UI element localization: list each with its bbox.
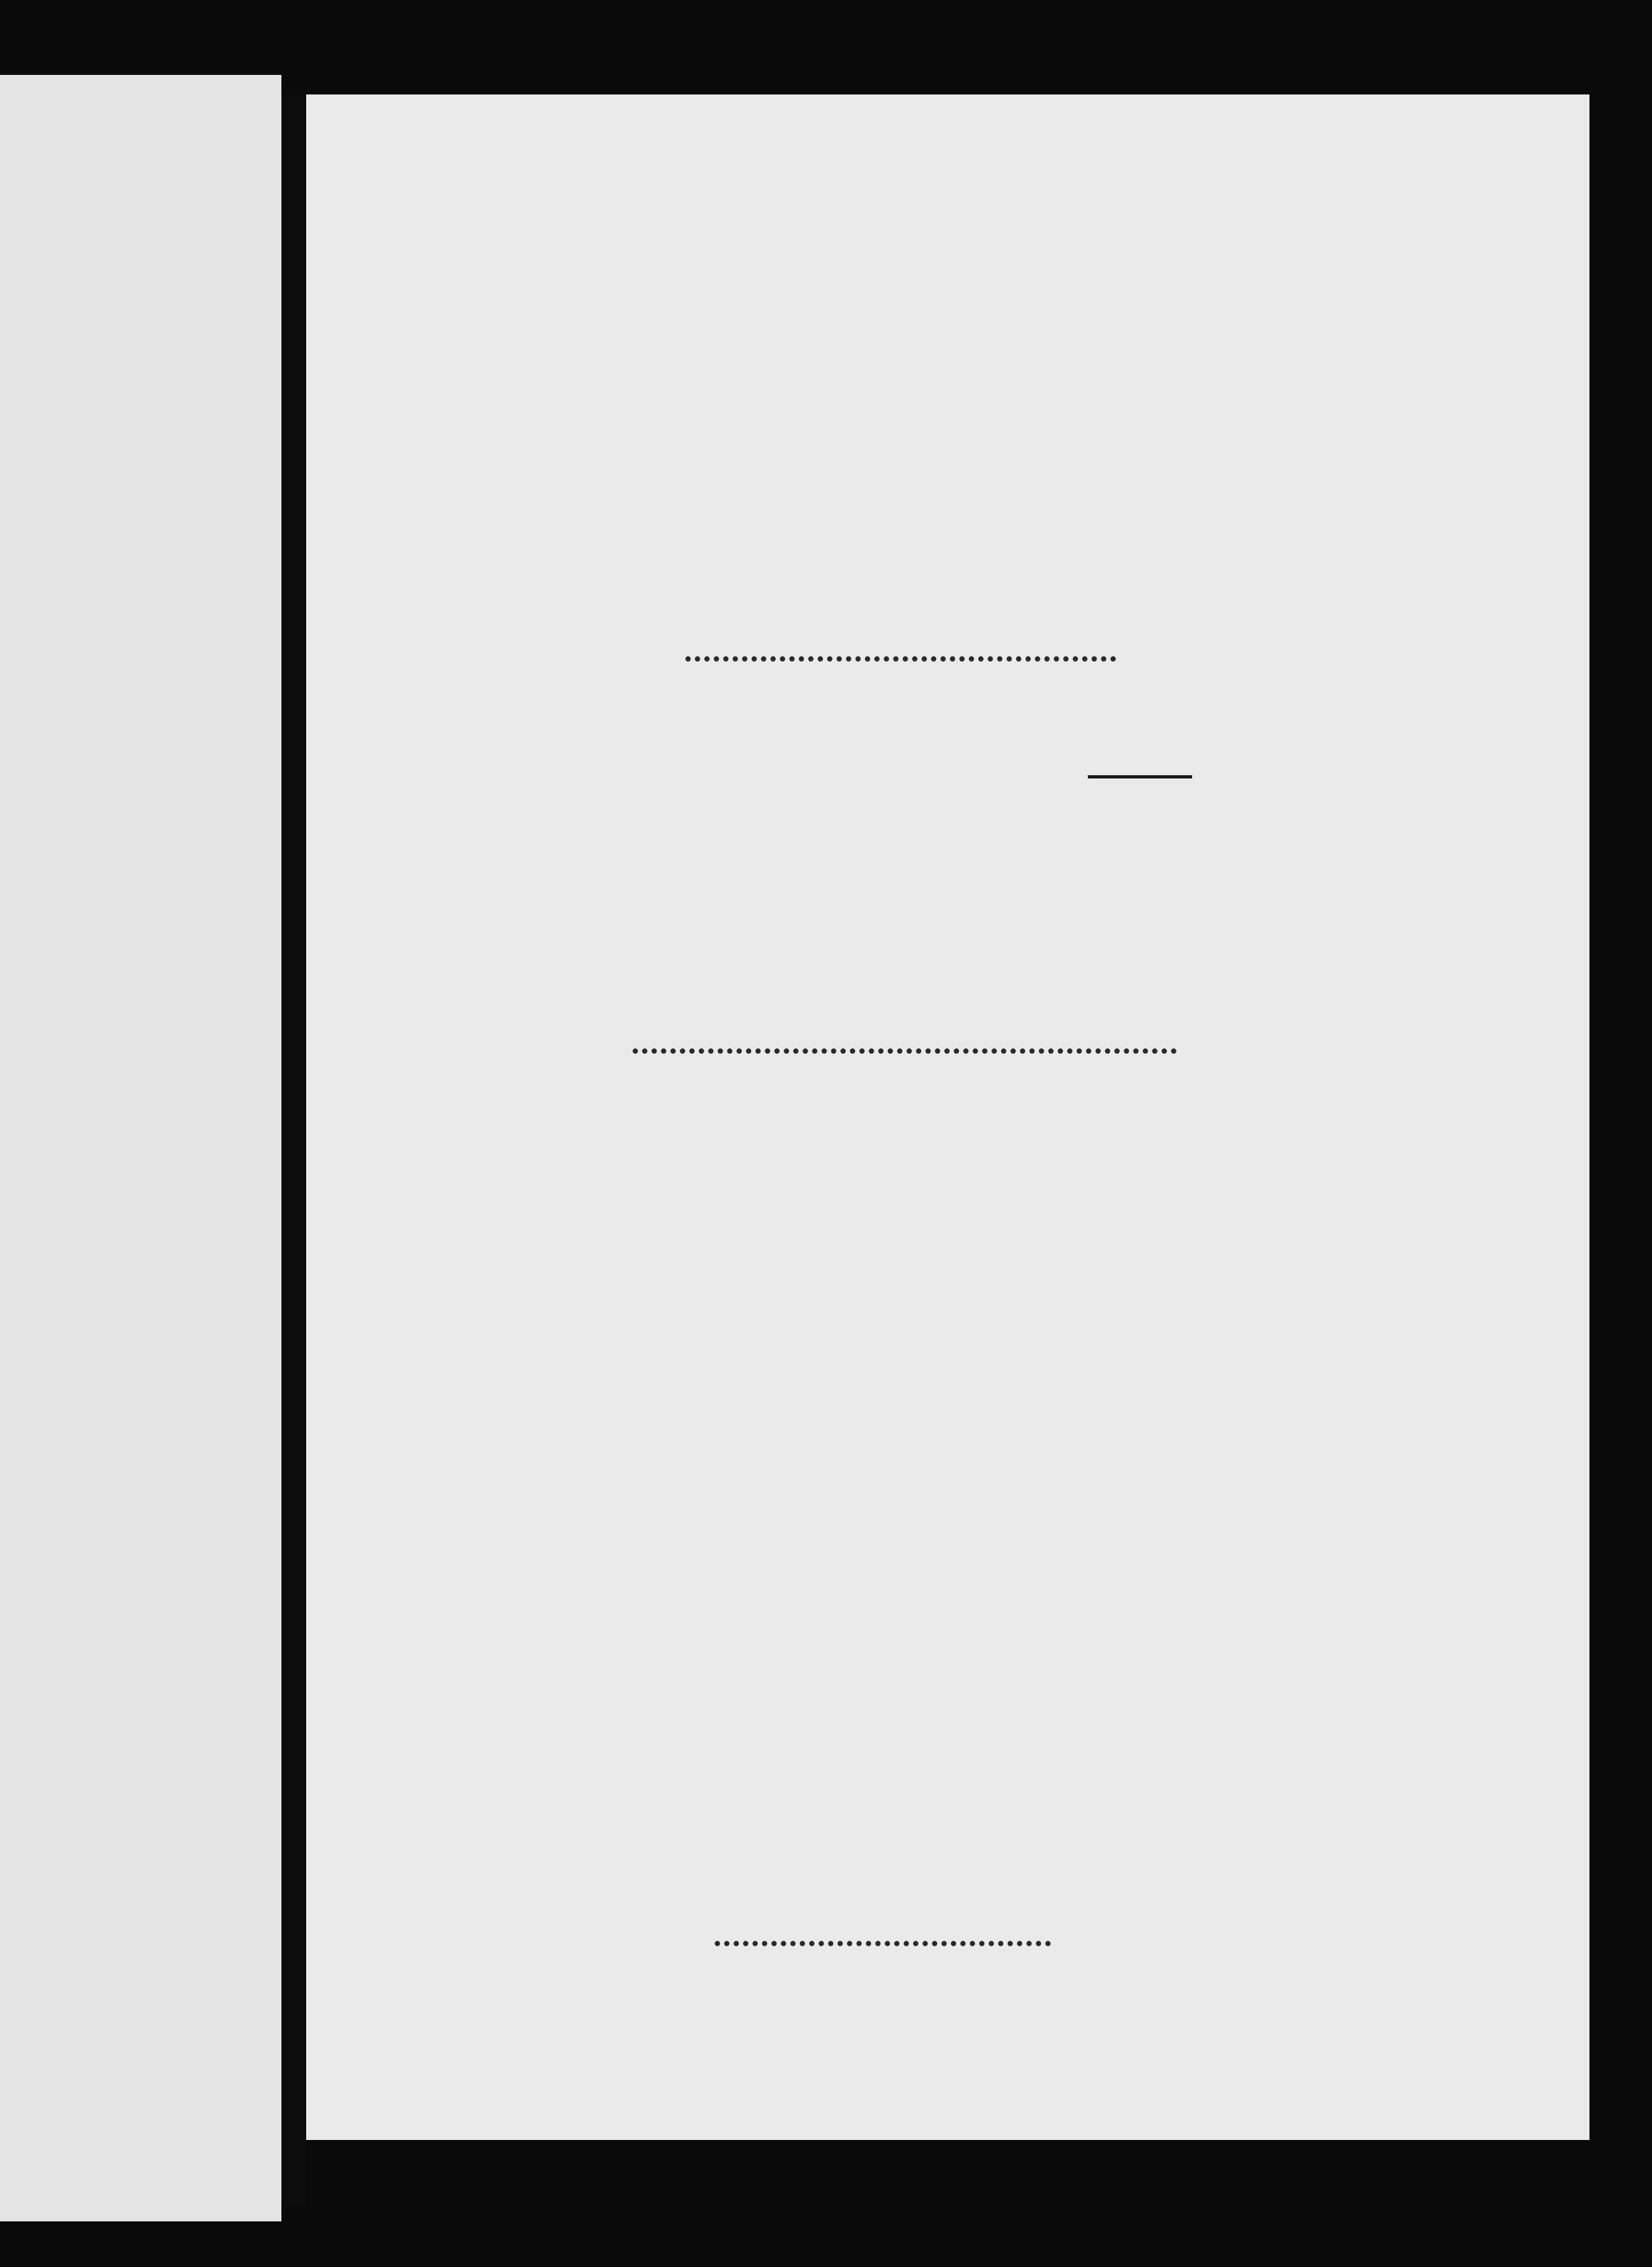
row-82-amounts: ....................................: [713, 1918, 1053, 1951]
left-page-fragment: [0, 75, 281, 2221]
document-page: [306, 94, 1589, 2140]
page-gutter: [281, 94, 306, 2205]
section-divider: [1088, 775, 1192, 778]
row-63-line-1: [449, 941, 575, 974]
row-63-line-3: ..........................................................: [631, 1026, 1179, 1059]
row-61-amounts: ..............................................: [684, 634, 1118, 666]
